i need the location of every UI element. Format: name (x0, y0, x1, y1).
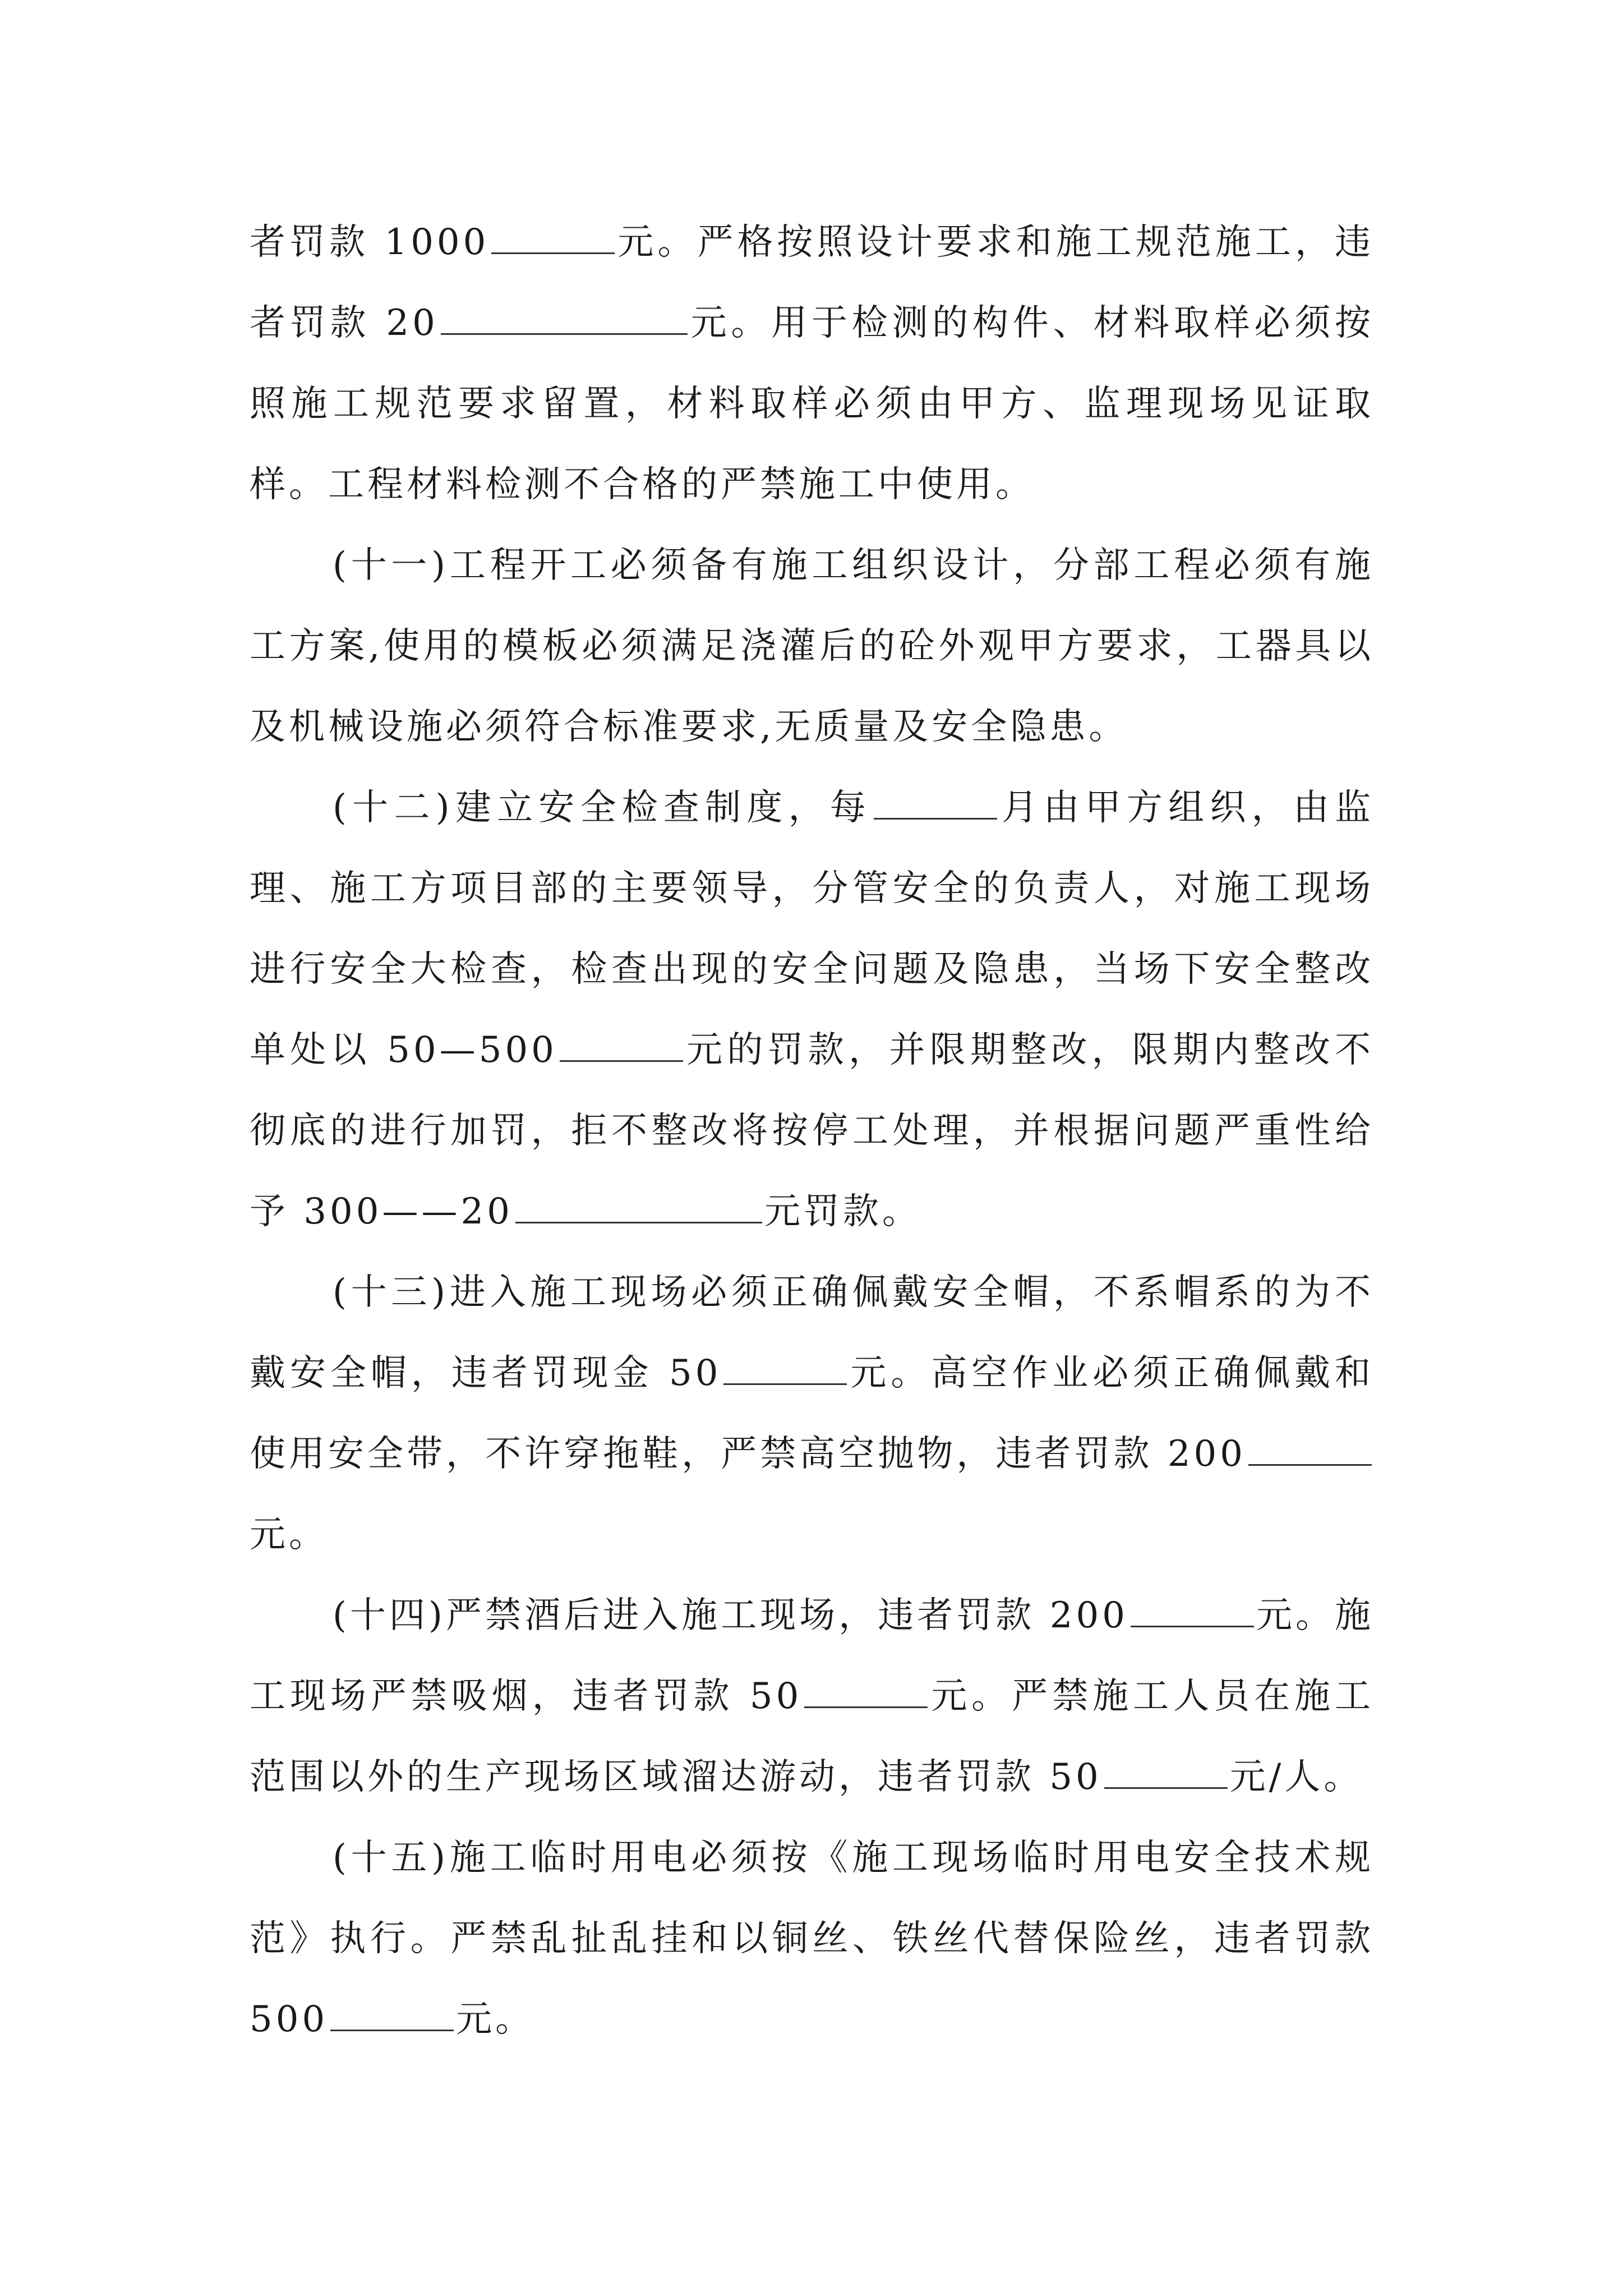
fill-in-blank (1131, 1593, 1254, 1627)
text-segment: (十一)工程开工必须备有施工组织设计，分部工程必须有施工方案,使用的模板必须满足浇灌后的砼外观甲方要求，工器具以及机械设施必须符合标准要求,无质量及安全隐患。 (250, 545, 1374, 748)
fill-in-blank (874, 785, 997, 820)
fill-in-blank (441, 301, 688, 335)
text-segment: (十五)施工临时用电必须按《施工现场临时用电安全技术规范》执行。严禁乱扯乱挂和以铜丝、铁丝代替保险丝，违者罚款 500 (250, 1837, 1374, 2040)
paragraph-p15 (250, 1818, 1374, 2060)
text-segment: (十三)进入施工现场必须正确佩戴安全帽，不系帽系的为不戴安全帽，违者罚现金 50 (250, 1272, 1374, 1394)
text-segment: 元罚款。 (764, 1191, 921, 1232)
fill-in-blank (491, 220, 615, 254)
text-segment: 元。 (456, 1999, 535, 2040)
text-segment: 元的罚款，并限期整改，限期内整改不彻底的进行加罚，拒不整改将按停工处理，并根据问题严重性给予 300——20 (250, 1029, 1375, 1232)
paragraph-p13 (250, 1252, 1374, 1575)
text-segment: 者罚款 1000 (250, 222, 490, 263)
paragraph-p12 (250, 767, 1374, 1252)
text-segment: 元。严格按照设计要求和施工规范施工，违者罚款 20 (250, 222, 1375, 344)
paragraph-p14 (250, 1575, 1374, 1818)
paragraph-p11 (250, 525, 1374, 767)
text-segment: 月由甲方组织，由监理、施工方项目部的主要领导，分管安全的负责人，对施工现场进行安全大检查，检查出现的安全问题及隐患，当场下安全整改单处以 50—500 (250, 787, 1375, 1071)
fill-in-blank (560, 1028, 683, 1062)
document-body (250, 202, 1374, 2060)
text-segment: (十四)严禁酒后进入施工现场，违者罚款 200 (333, 1595, 1128, 1636)
text-segment: (十二)建立安全检查制度，每 (333, 787, 872, 829)
text-segment: 元。用于检测的构件、材料取样必须按照施工规范要求留置，材料取样必须由甲方、监理现场见证取样。工程材料检测不合格的严禁施工中使用。 (250, 302, 1375, 505)
fill-in-blank (723, 1351, 847, 1385)
paragraph-p0 (250, 202, 1374, 525)
text-segment: 元。高空作业必须正确佩戴和使用安全带，不许穿拖鞋，严禁高空抛物，违者罚款 200 (250, 1352, 1375, 1475)
fill-in-blank (804, 1674, 928, 1708)
text-segment: 元。严禁施工人员在施工范围以外的生产现场区域溜达游动，违者罚款 50 (250, 1676, 1375, 1798)
fill-in-blank (1104, 1755, 1228, 1789)
text-segment: 元。施工现场严禁吸烟，违者罚款 50 (250, 1595, 1375, 1717)
fill-in-blank (330, 1997, 454, 2031)
fill-in-blank (1248, 1432, 1372, 1466)
text-segment: 元。 (250, 1514, 328, 1556)
fill-in-blank (515, 1189, 762, 1223)
text-segment: 元/人。 (1229, 1756, 1363, 1798)
